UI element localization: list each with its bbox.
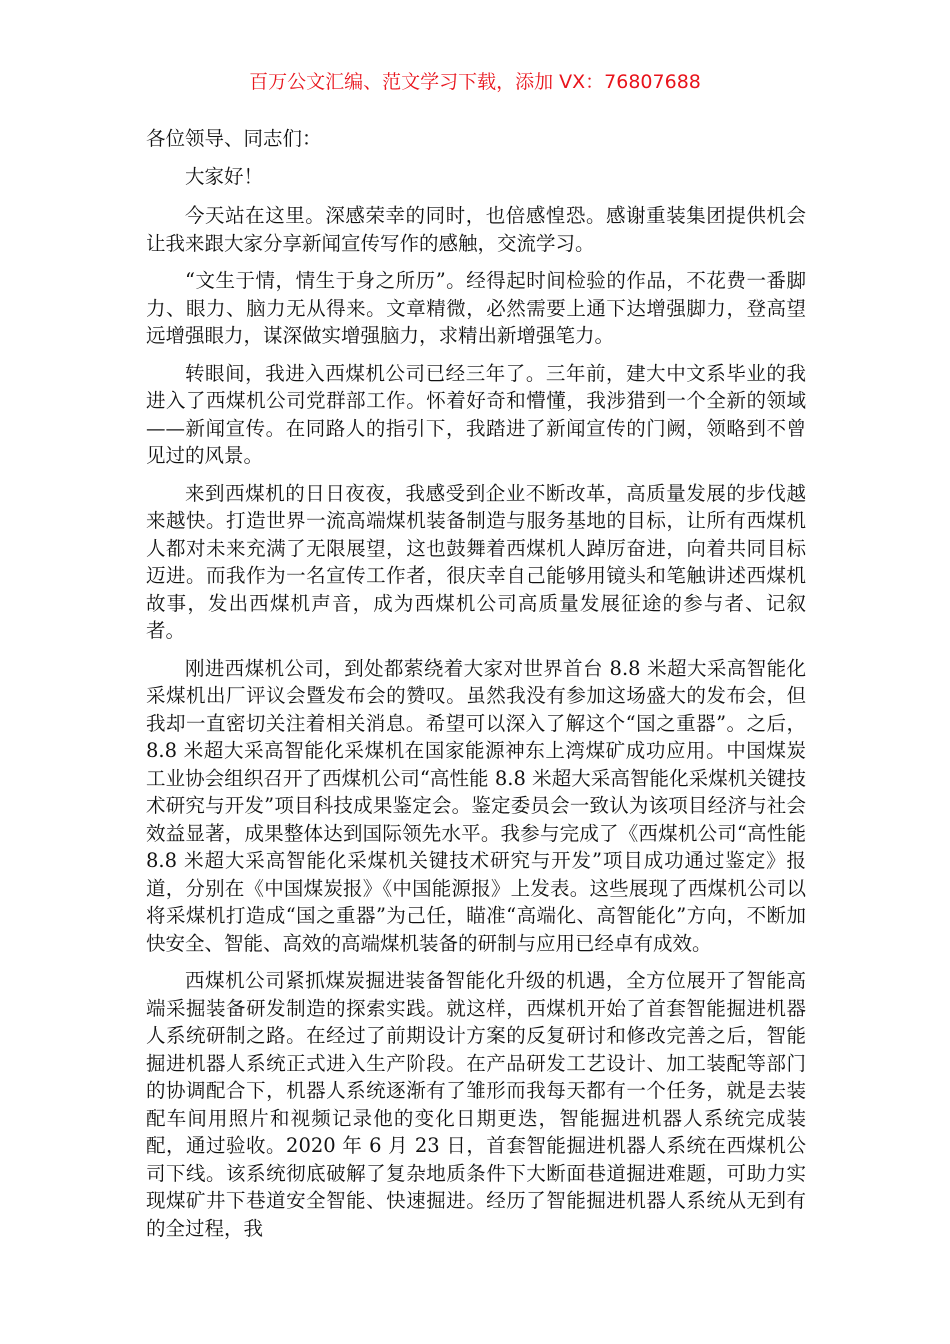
salutation: 各位领导、同志们： — [146, 127, 322, 150]
paragraph: 转眼间，我进入西煤机公司已经三年了。三年前，建大中文系毕业的我进入了西煤机公司党群部工作。怀着好奇和懵懂，我涉猎到一个全新的领域——新闻宣传。在同路人的指引下，我踏进了新闻宣传的门阙，领略到不曾见过的风景。 — [146, 361, 806, 467]
paragraph: 西煤机公司紧抓煤炭掘进装备智能化升级的机遇，全方位展开了智能高端采掘装备研发制造的探索实践。就这样，西煤机开始了首套智能掘进机器人系统研制之路。在经过了前期设计方案的反复研讨和修改完善之后，智能掘进机器人系统正式进入生产阶段。在产品研发工艺设计、加工装配等部门的协调配合下，机器人系统逐渐有了雏形而我每天都有一个任务，就是去装配车间用照片和视频记录他的变化日期更迭，智能掘进机器人系统完成装配，通过验收。2020 年 6 月 23 日，首套智能掘进机器人系统在西煤机公司下线。该系统彻底破解了复杂地质条件下大断面巷道掘进难题，可助力实现煤矿井下巷道安全智能、快速掘进。经历了智能掘进机器人系统从无到有的全过程，我 — [146, 969, 806, 1240]
header-banner: 百万公文汇编、范文学习下载，添加 VX：76807688 — [249, 71, 701, 93]
paragraph: “文生于情，情生于身之所历”。经得起时间检验的作品，不花费一番脚力、眼力、脑力无从得来。文章精微，必然需要上通下达增强脚力，登高望远增强眼力，谋深做实增强脑力，求精出新增强笔力。 — [146, 269, 806, 347]
paragraph: 刚进西煤机公司，到处都萦绕着大家对世界首台 8.8 米超大采高智能化采煤机出厂评议会暨发布会的赞叹。虽然我没有参加这场盛大的发布会，但我却一直密切关注着相关消息。希望可以深入了解这个“国之重器”。之后，8.8 米超大采高智能化采煤机在国家能源神东上湾煤矿成功应用。中国煤炭工业协会组织召开了西煤机公司“高性能 8.8 米超大采高智能化采煤机关键技术研究与开发”项目科技成果鉴定会。鉴定委员会一致认为该项目经济与社会效益显著，成果整体达到国际领先水平。我参与完成了《西煤机公司“高性能 8.8 米超大采高智能化采煤机关键技术研究与开发”项目成功通过鉴定》报道，分别在《中国煤炭报》《中国能源报》上发表。这些展现了西煤机公司以将采煤机打造成“国之重器”为己任，瞄准“高端化、高智能化”方向，不断加快安全、智能、高效的高端煤机装备的研制与应用已经卓有成效。 — [146, 656, 806, 955]
greeting: 大家好！ — [185, 164, 264, 188]
paragraph: 今天站在这里。深感荣幸的同时，也倍感惶恐。感谢重装集团提供机会让我来跟大家分享新闻宣传写作的感触，交流学习。 — [146, 204, 806, 255]
document-body — [146, 125, 806, 1252]
paragraph: 来到西煤机的日日夜夜，我感受到企业不断改革，高质量发展的步伐越来越快。打造世界一流高端煤机装备制造与服务基地的目标，让所有西煤机人都对未来充满了无限展望，这也鼓舞着西煤机人踔厉奋进，向着共同目标迈进。而我作为一名宣传工作者，很庆幸自己能够用镜头和笔触讲述西煤机故事，发出西煤机声音，成为西煤机公司高质量发展征途的参与者、记叙者。 — [146, 481, 806, 642]
